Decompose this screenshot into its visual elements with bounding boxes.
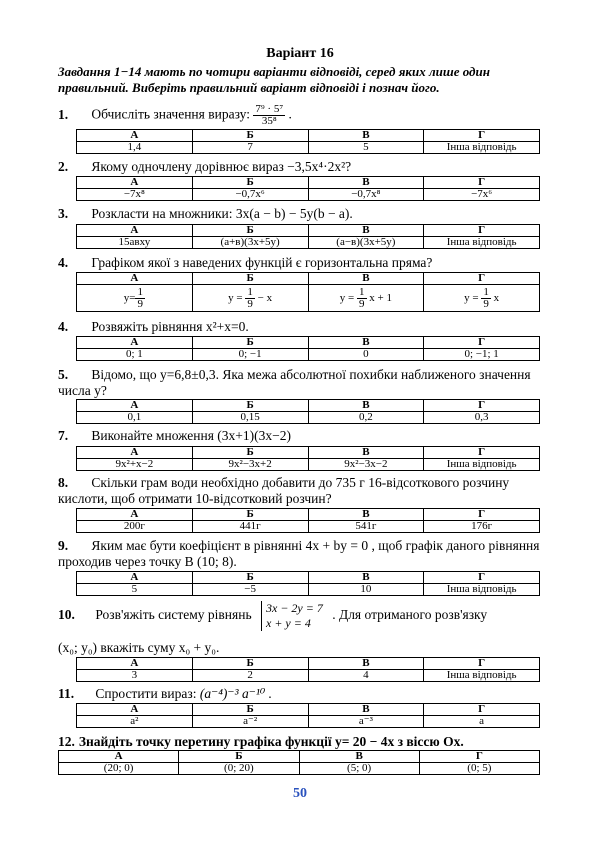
answer-a[interactable]: 15авху [77,237,193,249]
denominator: 35⁸ [261,115,277,127]
header-a: А [77,704,193,716]
answer-g[interactable] [424,285,540,312]
question-number: 4. [58,319,69,334]
answer-b[interactable]: 0; −1 [192,349,308,361]
header-v: В [308,177,424,189]
answer-g[interactable]: 176г [424,521,540,533]
formula-suffix: x [493,291,500,304]
answer-a[interactable]: 200г [77,521,193,533]
header-v: В [308,225,424,237]
header-b: Б [192,447,308,459]
question-8 [58,475,558,507]
header-g: Г [424,400,540,412]
answer-g[interactable]: a [424,716,540,728]
answer-v[interactable]: (5; 0) [299,763,419,775]
answer-table-11 [76,703,540,728]
answer-a[interactable]: 5 [77,584,193,596]
page-number: 50 [293,786,307,801]
formula-prefix: y= [123,291,136,304]
question-number: 9. [58,538,69,553]
question-number: 3. [58,206,69,221]
question-number: 8. [58,475,69,490]
answer-table-12 [58,750,540,775]
answer-g[interactable]: Інша відповідь [424,670,540,682]
header-g: Г [424,337,540,349]
question-text: Спростити вираз: [95,686,197,701]
question-4 [58,255,558,271]
header-g: Г [424,447,540,459]
answer-b[interactable] [192,285,308,312]
instructions: Завдання 1−14 мають по чотири варіанти відповіді, серед яких лише один правильний. Виберіть правильний варіант відповіді і познач його. [58,64,490,95]
question-number: 2. [58,159,69,174]
header-v: В [308,273,424,285]
equation-1: 3x − 2y = 7 [266,601,323,615]
answer-b[interactable]: 2 [192,670,308,682]
header-b: Б [192,704,308,716]
answer-v[interactable]: a⁻³ [308,716,424,728]
answer-a[interactable]: (20; 0) [59,763,179,775]
formula-suffix: − x [257,291,273,304]
header-b: Б [179,751,299,763]
answer-b[interactable]: 0,15 [192,412,308,424]
answer-table-8 [76,508,540,533]
header-v: В [308,447,424,459]
answer-v[interactable]: 5 [308,142,424,154]
fraction [135,287,145,310]
header-b: Б [192,400,308,412]
denominator: 9 [483,297,489,310]
answer-g[interactable]: 0; −1; 1 [424,349,540,361]
header-b: Б [192,177,308,189]
question-10 [58,601,558,631]
question-11 [58,686,558,702]
answer-g[interactable]: Інша відповідь [424,584,540,596]
answer-v[interactable]: 0 [308,349,424,361]
header-a: А [77,177,193,189]
answer-table-4 [76,272,540,312]
question-number: 12. [58,734,75,749]
answer-v[interactable]: 9х²−3х−2 [308,459,424,471]
question-text: Знайдіть точку перетину графіка функції у= 20 − 4х з віссю Ох. [78,734,464,749]
answer-a[interactable] [77,285,193,312]
answer-v[interactable]: 10 [308,584,424,596]
answer-v[interactable]: 4 [308,670,424,682]
answer-table-2 [76,176,540,201]
page-title: Варіант 16 [266,46,334,61]
answer-v[interactable]: 541г [308,521,424,533]
header-g: Г [424,572,540,584]
answer-b[interactable]: −5 [192,584,308,596]
question-text: Яким має бути коефіцієнт в рівнянні 4x + by = 0 , щоб графік даного рівняння проходив через точку В (10; 8). [58,538,540,569]
header-v: В [308,337,424,349]
answer-table-1 [76,129,540,154]
numerator: 1 [483,285,489,298]
answer-g[interactable]: 0,3 [424,412,540,424]
header-a: А [77,509,193,521]
header-g: Г [424,177,540,189]
question-9 [58,538,558,570]
answer-b[interactable]: (а+в)(3х+5у) [192,237,308,249]
header-g: Г [424,130,540,142]
question-5 [58,367,558,399]
expression: (a⁻⁴)⁻³ a⁻¹⁰ . [199,686,273,701]
question-text-continued: (x₀; y₀) вкажіть суму x₀ + y₀. [58,640,220,655]
header-b: Б [192,130,308,142]
header-b: Б [192,509,308,521]
question-text: Розв'яжіть систему рівнянь [95,607,252,623]
answer-table-5 [76,399,540,424]
question-4b [58,319,558,335]
header-g: Г [424,225,540,237]
header-g: Г [424,509,540,521]
header-b: Б [192,273,308,285]
answer-g[interactable]: Інша відповідь [424,459,540,471]
answer-v[interactable] [308,285,424,312]
answer-a[interactable]: −7x⁸ [77,189,193,201]
header-a: А [77,658,193,670]
formula-prefix: y = [339,291,355,304]
question-3 [58,206,558,222]
answer-b[interactable]: a⁻² [192,716,308,728]
equation-2: x + y = 4 [266,616,311,630]
answer-v[interactable]: −0,7x⁸ [308,189,424,201]
answer-g[interactable]: (0; 5) [419,763,539,775]
fraction [357,287,367,310]
answer-b[interactable]: −0,7x⁶ [192,189,308,201]
header-v: В [299,751,419,763]
fraction [253,104,285,127]
question-text: Відомо, що у=6,8±0,3. Яка межа абсолютної похибки наближеного значення числа у? [58,367,531,398]
answer-table-7 [76,446,540,471]
question-tail: . [288,106,292,122]
answer-table-3 [76,224,540,249]
numerator: 7⁹ · 5⁷ [255,103,284,115]
header-a: А [77,273,193,285]
question-text: Розвяжіть рівняння x²+x=0. [91,319,249,334]
question-7 [58,428,558,444]
question-12 [58,734,558,750]
question-text: Якому одночлену дорівнює вираз −3,5x⁴·2x²? [91,159,352,174]
header-g: Г [424,658,540,670]
header-g: Г [419,751,539,763]
header-a: А [77,400,193,412]
header-a: А [77,447,193,459]
question-10-line2 [58,640,558,656]
answer-a[interactable]: 0; 1 [77,349,193,361]
header-v: В [308,130,424,142]
denominator: 9 [359,297,365,310]
answer-b[interactable]: 7 [192,142,308,154]
denominator: 9 [137,297,143,310]
header-a: А [77,572,193,584]
question-number: 11. [58,686,75,701]
numerator: 1 [137,285,143,298]
answer-a[interactable]: 9х²+х−2 [77,459,193,471]
numerator: 1 [247,285,253,298]
formula-prefix: y = [228,291,243,304]
answer-table-9 [76,571,540,596]
question-text: Графіком якої з наведених функцій є горизонтальна пряма? [91,255,433,270]
answer-g[interactable]: Інша відповідь [424,237,540,249]
header-g: Г [424,273,540,285]
header-a: А [77,337,193,349]
answer-table-4b [76,336,540,361]
question-1 [58,104,558,127]
header-v: В [308,572,424,584]
question-text: Виконайте множення (3х+1)(3х−2) [91,428,292,443]
answer-g[interactable]: Інша відповідь [424,142,540,154]
question-number: 4. [58,255,69,270]
formula-prefix: y = [464,291,479,304]
answer-v[interactable]: 0,2 [308,412,424,424]
header-v: В [308,400,424,412]
equation-system [261,601,323,631]
header-v: В [308,704,424,716]
answer-a[interactable]: 3 [77,670,193,682]
header-a: А [77,130,193,142]
header-a: А [59,751,179,763]
answer-table-10 [76,657,540,682]
numerator: 1 [359,285,365,298]
formula-suffix: x + 1 [369,291,392,304]
header-b: Б [192,572,308,584]
question-text: Скільки грам води необхідно добавити до 735 г 16-відсоткового розчину кислоти, щоб отримати 10-відсотковий розчин? [58,475,510,506]
question-tail: . Для отриманого розв'язку [332,607,488,623]
fraction [481,287,491,310]
question-number: 1. [58,106,69,122]
answer-g[interactable]: −7x⁶ [424,189,540,201]
header-b: Б [192,658,308,670]
answer-v[interactable]: (а−в)(3х+5у) [308,237,424,249]
answer-b[interactable]: (0; 20) [179,763,299,775]
answer-b[interactable]: 9х²−3х+2 [192,459,308,471]
header-b: Б [192,225,308,237]
fraction [245,287,255,310]
answer-b[interactable]: 441г [192,521,308,533]
answer-a[interactable]: 0,1 [77,412,193,424]
question-text: Розкласти на множники: 3x(a − b) − 5y(b − a). [91,206,353,221]
question-text: Обчисліть значення виразу: [91,106,250,122]
question-2 [58,159,558,175]
answer-a[interactable]: a² [77,716,193,728]
header-g: Г [424,704,540,716]
answer-a[interactable]: 1,4 [77,142,193,154]
question-number: 7. [58,428,69,443]
header-v: В [308,509,424,521]
denominator: 9 [247,297,253,310]
header-v: В [308,658,424,670]
question-number: 5. [58,367,69,382]
question-number: 10. [58,607,75,623]
header-a: А [77,225,193,237]
header-b: Б [192,337,308,349]
